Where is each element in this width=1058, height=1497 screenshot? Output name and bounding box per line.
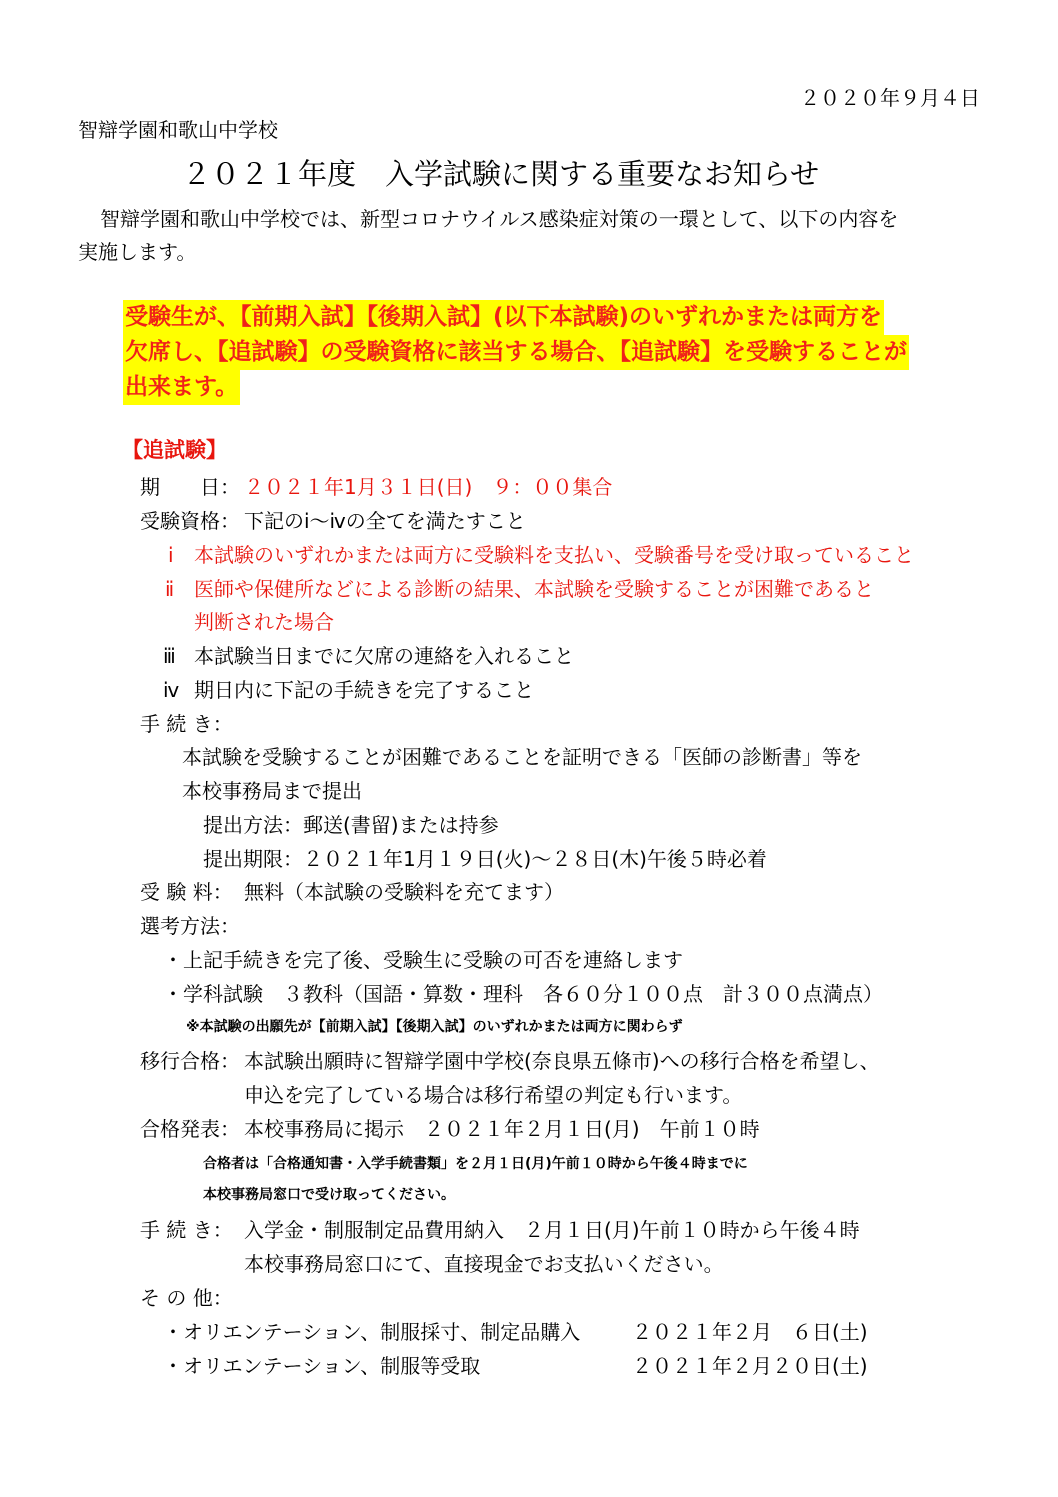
highlight-line-3: 出来ます。 [123,370,240,405]
transfer-line-2: 申込を完了している場合は移行希望の判定も行います。 [244,1083,743,1107]
eligibility-item-1: 本試験のいずれかまたは両方に受験料を支払い、受験番号を受け取っていること [194,543,914,567]
eligibility-item-2: 医師や保健所などによる診断の結果、本試験を受験することが困難であると [194,577,874,601]
section-title: 【追試験】 [122,438,227,462]
issue-date: ２０２０年９月４日 [800,86,980,110]
other-item-1: ・オリエンテーション、制服採寸、制定品購入 [163,1320,581,1344]
eligibility-item-3: 本試験当日までに欠席の連絡を入れること [194,644,574,668]
eligibility-num-4: ⅳ [163,678,180,702]
eligibility-num-3: ⅲ [163,644,176,668]
selection-item-1: ・上記手続きを完了後、受験生に受験の可否を連絡します [163,948,683,972]
transfer-line-1: 本試験出願時に智辯学園中学校(奈良県五條市)への移行合格を希望し、 [244,1049,880,1073]
eligibility-num-1: ⅰ [168,543,174,567]
highlight-line-1: 受験生が、【前期入試】【後期入試】(以下本試験)のいずれかまたは両方を [123,300,884,335]
procedure2-label: 手 続 き： [140,1218,233,1242]
selection-label: 選考方法： [140,914,240,938]
announcement-note-1: 合格者は「合格通知書・入学手続書類」を２月１日(月)午前１０時から午後４時までに [203,1156,748,1172]
submission-method: 提出方法：郵送(書留)または持参 [203,813,499,837]
eligibility-value: 下記のⅰ～ⅳの全てを満たすこと [244,509,526,533]
highlight-line-2: 欠席し、【追試験】の受験資格に該当する場合、【追試験】を受験することが [123,335,909,370]
eligibility-item-4: 期日内に下記の手続きを完了すること [194,678,534,702]
other-label: そ の 他： [140,1286,233,1310]
other-item-2-date: ２０２１年２月２０日(土) [632,1354,868,1378]
procedure2-line-1: 入学金・制服制定品費用納入 ２月１日(月)午前１０時から午後４時 [244,1218,860,1242]
announcement-value: 本校事務局に掲示 ２０２１年２月１日(月) 午前１０時 [244,1117,760,1141]
exam-date-label: 期 日： [140,475,240,499]
submission-deadline: 提出期限：２０２１年1月１９日(火)～２８日(木)午後５時必着 [203,847,767,871]
transfer-label: 移行合格： [140,1049,240,1073]
eligibility-num-2: ⅱ [165,577,175,601]
intro-line-2: 実施します。 [78,240,197,264]
fee-label: 受 験 料： [140,880,233,904]
other-item-2: ・オリエンテーション、制服等受取 [163,1354,481,1378]
procedure-line-1: 本試験を受験することが困難であることを証明できる「医師の診断書」等を [182,745,862,769]
intro-line-1: 智辯学園和歌山中学校では、新型コロナウイルス感染症対策の一環として、以下の内容を [100,207,899,231]
selection-item-2: ・学科試験 ３教科（国語・算数・理科 各６０分１００点 計３００点満点） [163,982,883,1006]
eligibility-label: 受験資格： [140,509,240,533]
selection-note: ※本試験の出願先が【前期入試】【後期入試】のいずれかまたは両方に関わらず [186,1019,683,1035]
school-name: 智辯学園和歌山中学校 [78,118,278,142]
fee-value: 無料（本試験の受験料を充てます） [244,880,564,904]
page-title: ２０２１年度 入学試験に関する重要なお知らせ [182,157,820,191]
other-item-1-date: ２０２１年２月 ６日(土) [632,1320,868,1344]
exam-date-value: ２０２１年1月３１日(日) ９：００集合 [244,475,613,499]
procedure2-line-2: 本校事務局窓口にて、直接現金でお支払いください。 [244,1252,724,1276]
announcement-label: 合格発表： [140,1117,240,1141]
eligibility-item-2-cont: 判断された場合 [194,610,334,634]
announcement-note-2: 本校事務局窓口で受け取ってください。 [203,1187,455,1203]
procedure-label: 手 続 き： [140,712,233,736]
procedure-line-2: 本校事務局まで提出 [182,779,362,803]
